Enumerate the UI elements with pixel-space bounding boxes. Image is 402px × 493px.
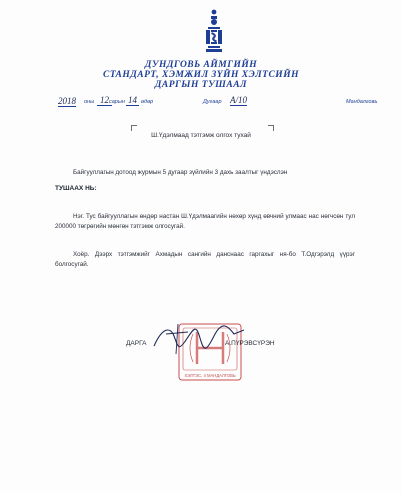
clause-two-text: Хоёр. Дээрх тэтгэмжийг Ахмадын сангийн данснаас гаргахыг ня-бо Т.Одгэрэлд үүрэг болгосугай.: [55, 251, 355, 268]
document-number: А/10: [230, 95, 247, 105]
state-emblem-icon: [200, 8, 228, 58]
decree-heading: ТУШААХ НЬ:: [55, 185, 97, 192]
signatory-name: А.ПҮРЭВСҮРЭН: [225, 340, 275, 347]
number-label: Дугаар: [203, 99, 222, 105]
document-type-title: ДАРГЫН ТУШААЛ: [154, 80, 248, 90]
date-year: 2018: [58, 96, 76, 106]
document-meta-row: [0, 96, 402, 110]
clause-one-paragraph: [55, 212, 355, 232]
org-title-line-2: СТАНДАРТ, ХЭМЖИЛ ЗҮЙН ХЭЛТСИЙН: [103, 70, 299, 80]
preamble-paragraph: [55, 168, 355, 178]
subject-bracket-right: [268, 125, 274, 131]
clause-one-text: Нэг. Тус байгууллагын өндөр настан Ш.Үдэлмаагийн нөхөр хүнд өвчний улмаас нас нөгчсөн тул 200000 төгрөгийн мөнгөн тэтгэмж олгосугай.: [55, 213, 355, 230]
org-title-line-1: ДУНДГОВЬ АЙМГИЙН: [144, 60, 258, 70]
preamble-text: Байгууллагын дотоод журмын 5 дугаар зүйлийн 3 дахь заалтыг үндэслэн: [73, 169, 288, 176]
stamp-text: ХЭЛТЭС, 4 МАНДАЛГОВЬ: [184, 373, 236, 378]
date-day: 14: [128, 95, 137, 105]
date-month: 12: [100, 95, 109, 105]
clause-two-paragraph: [55, 250, 355, 270]
date-day-suffix: өдөр: [141, 99, 154, 105]
handwritten-signature: [148, 318, 248, 360]
document-subject: Ш.Үдэлмаад тэтгэмж олгох тухай: [151, 132, 251, 139]
signatory-title: ДАРГА: [126, 340, 147, 347]
date-month-suffix: сарын: [109, 99, 125, 105]
date-year-suffix: оны: [84, 99, 95, 105]
city-name: Мандалговь: [346, 99, 378, 105]
subject-bracket-left: [131, 125, 137, 131]
